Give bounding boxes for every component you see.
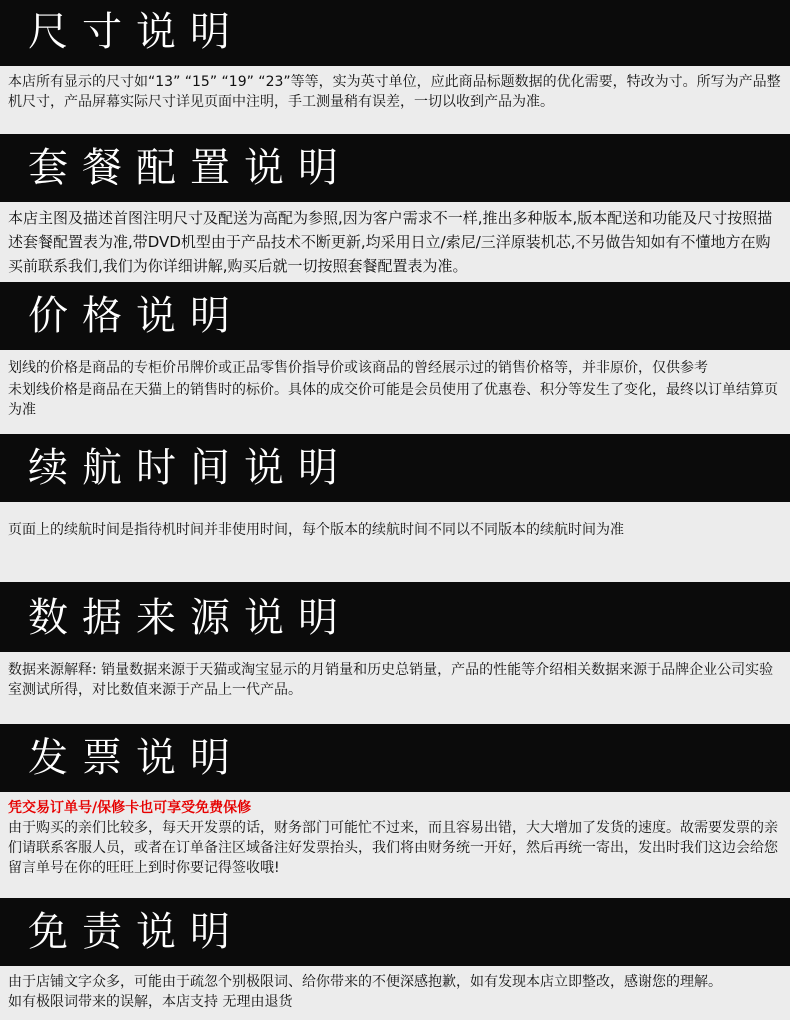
section-3-body [0,350,790,434]
section-6-title: 发票说明 [28,735,244,781]
section-1-body [0,66,790,134]
section-3-text-1: 划线的价格是商品的专柜价吊牌价或正品零售价指导价或该商品的曾经展示过的销售价格等，并非原价，仅供参考 [8,360,708,376]
section-4-body [0,502,790,582]
section-5-header [0,582,790,652]
section-2-header [0,134,790,202]
section-4-text: 页面上的续航时间是指待机时间并非使用时间，每个版本的续航时间不同以不同版本的续航时间为准 [8,522,624,538]
section-1-header [0,0,790,66]
section-3-text-2: 未划线价格是商品在天猫上的销售时的标价。具体的成交价可能是会员使用了优惠卷、积分等发生了变化，最终以订单结算页为准 [8,382,778,418]
section-6-header [0,724,790,792]
section-5-title: 数据来源说明 [28,595,352,641]
section-4-title: 续航时间说明 [28,445,352,491]
section-7-text-1: 由于店铺文字众多，可能由于疏忽个别极限词、给你带来的不便深感抱歉，如有发现本店立即整改，感谢您的理解。 [8,974,722,990]
section-7-text-2: 如有极限词带来的误解，本店支持 无理由退货 [8,994,293,1010]
section-2-body [0,202,790,282]
section-7-header [0,898,790,966]
section-3-title: 价格说明 [28,293,244,339]
section-2-text: 本店主图及描述首图注明尺寸及配送为高配为参照,因为客户需求不一样,推出多种版本,版本配送和功能及尺寸按照描述套餐配置表为准,带DVD机型由于产品技术不断更新,均采用日立/索尼/三洋原装机芯,不另做告知如有不懂地方在购买前联系我们,我们为你详细讲解,购买后就一切按照套餐配置表为准。 [8,209,773,275]
section-1-text: 本店所有显示的尺寸如“13” “15” “19” “23”等等，实为英寸单位，应此商品标题数据的优化需要，特改为寸。所写为产品整机尺寸，产品屏幕实际尺寸详见页面中注明，手工测量稍有误差，一切以收到产品为准。 [8,74,781,110]
section-5-body [0,652,790,724]
section-4-header [0,434,790,502]
section-5-text: 数据来源解释: 销量数据来源于天猫或淘宝显示的月销量和历史总销量，产品的性能等介绍相关数据来源于品牌企业公司实验室测试所得，对比数值来源于产品上一代产品。 [8,662,774,698]
section-3-header [0,282,790,350]
warranty-highlight: 凭交易订单号/保修卡也可享受免费保修 [8,800,252,816]
section-6-body [0,792,790,898]
section-1-title: 尺寸说明 [28,9,244,55]
section-7-body [0,966,790,1020]
section-2-title: 套餐配置说明 [28,145,352,191]
section-6-text: 由于购买的亲们比较多，每天开发票的话，财务部门可能忙不过来，而且容易出错，大大增加了发货的速度。故需要发票的亲们请联系客服人员，或者在订单备注区域备注好发票抬头，我们将由财务统一开好，然后再统一寄出，发出时我们这边会给您留言单号在你的旺旺上到时你要记得签收哦! [8,820,778,876]
section-7-title: 免责说明 [28,909,244,955]
